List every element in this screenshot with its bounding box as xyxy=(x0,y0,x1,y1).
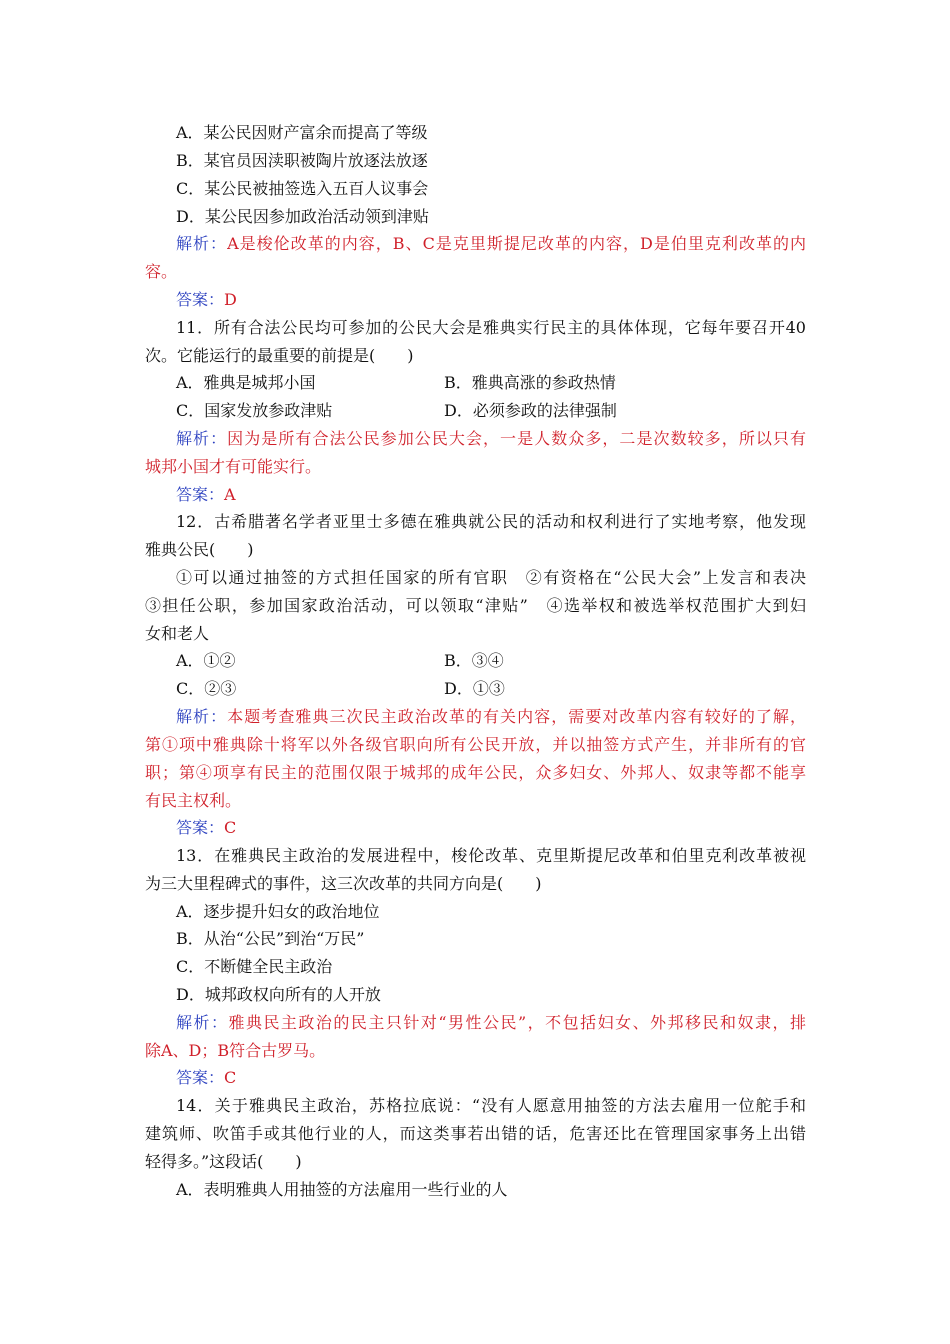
question-stem: 雅典公民( ) xyxy=(145,540,254,559)
answer-value: A xyxy=(224,485,236,504)
statement-line: ①可以通过抽签的方式担任国家的所有官职 ②有资格在“公民大会”上发言和表决 xyxy=(176,568,806,587)
statement-line: ③担任公职，参加国家政治活动，可以领取“津贴” ④选举权和被选举权范围扩大到妇 xyxy=(145,596,806,615)
explanation-line xyxy=(176,707,806,727)
explanation-line: 第①项中雅典除十将军以外各级官职向所有公民开放，并以抽签方式产生，并非所有的官 xyxy=(145,735,806,754)
answer-value: C xyxy=(224,1068,237,1087)
explanation-line xyxy=(176,234,806,254)
answer-label: 答案： xyxy=(176,290,225,309)
explanation-line: 职；第④项享有民主的范围仅限于城邦的成年公民，众多妇女、外邦人、奴隶等都不能享 xyxy=(145,763,806,782)
option-a: A．①② xyxy=(176,651,236,670)
option-c: C．国家发放参政津贴 xyxy=(176,401,333,420)
option-a: A．雅典是城邦小国 xyxy=(176,373,316,392)
question-stem: 轻得多。”这段话( ) xyxy=(145,1152,302,1171)
statement-line: 女和老人 xyxy=(145,624,210,643)
option-d: D．城邦政权向所有的人开放 xyxy=(176,985,381,1004)
option-d: D．必须参政的法律强制 xyxy=(444,401,617,420)
option-c: C．②③ xyxy=(176,679,237,698)
option-c: C．某公民被抽签选入五百人议事会 xyxy=(176,179,429,198)
option-b: B．雅典高涨的参政热情 xyxy=(444,373,616,392)
explanation-label: 解析： xyxy=(176,429,228,448)
answer-line xyxy=(176,818,236,838)
explanation-label: 解析： xyxy=(176,234,228,253)
explanation-text: 雅典民主政治的民主只针对“男性公民”，不包括妇女、外邦移民和奴隶，排 xyxy=(228,1013,806,1032)
answer-value: C xyxy=(224,818,237,837)
question-stem: 12．古希腊著名学者亚里士多德在雅典就公民的活动和权利进行了实地考察，他发现 xyxy=(176,512,806,531)
answer-label: 答案： xyxy=(176,485,225,504)
explanation-label: 解析： xyxy=(176,1013,229,1032)
option-b: B．某官员因渎职被陶片放逐法放逐 xyxy=(176,151,428,170)
answer-label: 答案： xyxy=(176,1068,225,1087)
question-stem: 14．关于雅典民主政治，苏格拉底说：“没有人愿意用抽签的方法去雇用一位舵手和 xyxy=(176,1096,806,1115)
option-b: B．从治“公民”到治“万民” xyxy=(176,929,365,948)
explanation-line xyxy=(176,1013,806,1033)
explanation-text: A是梭伦改革的内容，B、C是克里斯提尼改革的内容，D是伯里克利改革的内 xyxy=(227,234,806,253)
explanation-line: 除A、D；B符合古罗马。 xyxy=(145,1041,326,1060)
answer-line xyxy=(176,485,236,505)
answer-value: D xyxy=(224,290,237,309)
answer-line xyxy=(176,290,237,310)
question-stem: 11．所有合法公民均可参加的公民大会是雅典实行民主的具体体现，它每年要召开40 xyxy=(176,318,806,337)
option-a: A．某公民因财产富余而提高了等级 xyxy=(176,123,428,142)
explanation-text: 本题考查雅典三次民主政治改革的有关内容，需要对改革内容有较好的了解， xyxy=(227,707,806,726)
explanation-line: 有民主权利。 xyxy=(145,791,242,810)
explanation-line: 城邦小国才有可能实行。 xyxy=(145,457,322,476)
explanation-text: 因为是所有合法公民参加公民大会，一是人数众多，二是次数较多，所以只有 xyxy=(227,429,806,448)
explanation-label: 解析： xyxy=(176,707,228,726)
explanation-line: 容。 xyxy=(145,262,178,281)
answer-label: 答案： xyxy=(176,818,225,837)
option-d: D．某公民因参加政治活动领到津贴 xyxy=(176,207,429,226)
question-stem: 13．在雅典民主政治的发展进程中，梭伦改革、克里斯提尼改革和伯里克利改革被视 xyxy=(176,846,806,865)
option-b: B．③④ xyxy=(444,651,504,670)
option-a: A．表明雅典人用抽签的方法雇用一些行业的人 xyxy=(176,1180,508,1199)
question-stem: 为三大里程碑式的事件，这三次改革的共同方向是( ) xyxy=(145,874,542,893)
option-c: C．不断健全民主政治 xyxy=(176,957,333,976)
option-a: A．逐步提升妇女的政治地位 xyxy=(176,902,380,921)
question-stem: 建筑师、吹笛手或其他行业的人，而这类事若出错的话，危害还比在管理国家事务上出错 xyxy=(145,1124,806,1143)
answer-line xyxy=(176,1068,236,1088)
question-stem: 次。它能运行的最重要的前提是( ) xyxy=(145,346,414,365)
option-d: D．①③ xyxy=(444,679,505,698)
explanation-line xyxy=(176,429,806,449)
